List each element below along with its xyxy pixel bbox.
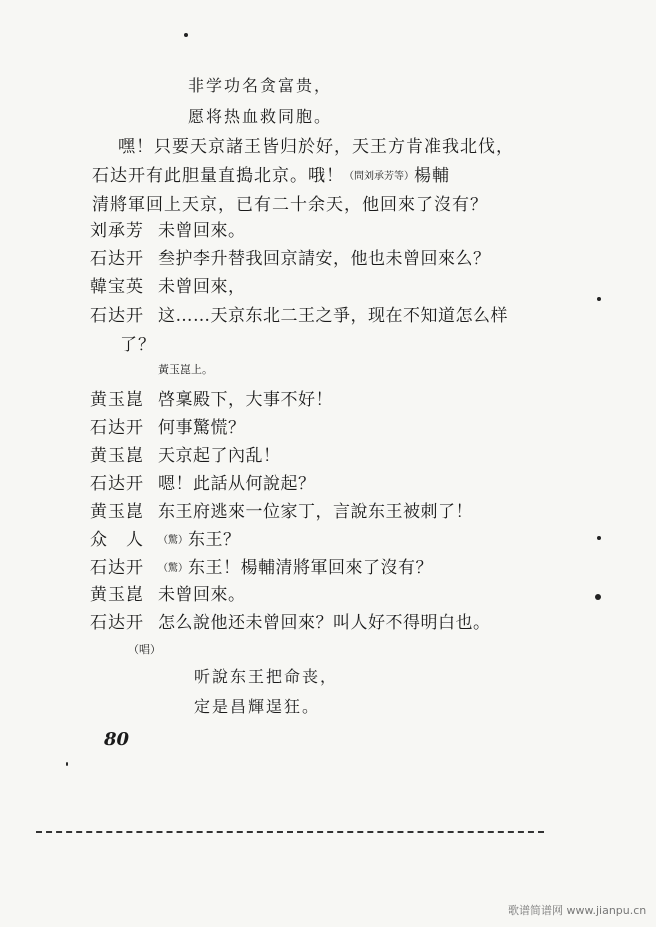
speaker-name: 石达开	[90, 474, 144, 494]
scan-speck	[597, 297, 601, 301]
speech-text: 天京起了內乱！	[158, 446, 281, 466]
stage-note: （問刘承芳等）	[344, 171, 414, 182]
verse-line: 听說东王把命丧，	[194, 667, 339, 686]
speech-line	[92, 161, 450, 186]
speaker-name: 石达开	[90, 249, 144, 269]
speech-text: 怎么說他还未曾回來？叫人好不得明白也。	[158, 613, 491, 633]
site-watermark: 歌谱简谱网 www.jianpu.cn	[508, 904, 647, 917]
speaker-name: 黄玉崑	[90, 585, 144, 605]
speech-continuation: 了？	[120, 335, 156, 355]
scan-speck	[184, 33, 188, 37]
speaker-name: 石达开	[90, 306, 144, 326]
verse-line: 非学功名贪富贵，	[188, 76, 333, 95]
speech-line	[158, 525, 241, 550]
stage-direction: 黃玉崑上。	[158, 363, 213, 376]
speaker-name: 石达开	[90, 418, 144, 438]
scan-speck	[595, 594, 601, 600]
scan-edge-rule	[36, 831, 544, 833]
speech-text: 嗯！此話从何說起？	[158, 474, 316, 494]
speech-text: 楊輔	[414, 166, 450, 186]
scan-speck	[66, 762, 68, 766]
speech-text: 东王！楊輔清將軍回來了沒有？	[188, 558, 433, 578]
speaker-name: 韓宝英	[90, 277, 144, 297]
speaker-name: 石达开	[90, 613, 144, 633]
speaker-name: 黄玉崑	[90, 446, 144, 466]
speech-text: 东王？	[188, 530, 241, 550]
speech-text: 何事驚慌？	[158, 418, 246, 438]
speaker-name: 众 人	[90, 530, 144, 550]
page-number: 80	[104, 729, 130, 750]
speech-line: 清將軍回上天京，已有二十余天，他回來了沒有？	[92, 195, 488, 215]
speech-line: 嘿！只要天京諸王皆归於好，天王方肯准我北伐，	[118, 137, 514, 157]
speech-text: 未曾回來，	[158, 277, 246, 297]
speaker-name: 黄玉崑	[90, 390, 144, 410]
speech-text: 叁护李升替我回京請安，他也未曾回來么？	[158, 249, 491, 269]
sing-cue: （唱）	[128, 643, 161, 656]
speech-text: 未曾回來。	[158, 585, 246, 605]
speech-line	[158, 553, 433, 578]
speaker-name: 刘承芳	[90, 221, 144, 241]
stage-note: （驚）	[158, 535, 188, 546]
speech-text: 这……天京东北二王之爭，现在不知道怎么样	[158, 306, 508, 326]
speaker-name: 黄玉崑	[90, 502, 144, 522]
speech-text: 东王府逃來一位家丁，言說东王被刺了！	[158, 502, 473, 522]
verse-line: 愿将热血救同胞。	[188, 107, 333, 126]
speech-text: 未曾回來。	[158, 221, 246, 241]
scan-speck	[597, 536, 601, 540]
verse-line: 定是昌輝逞狂。	[194, 697, 321, 716]
speech-text: 石达开有此胆量直搗北京。哦！	[92, 166, 344, 186]
stage-note: （驚）	[158, 563, 188, 574]
speech-text: 啓稟殿下，大事不好！	[158, 390, 333, 410]
speaker-name: 石达开	[90, 558, 144, 578]
